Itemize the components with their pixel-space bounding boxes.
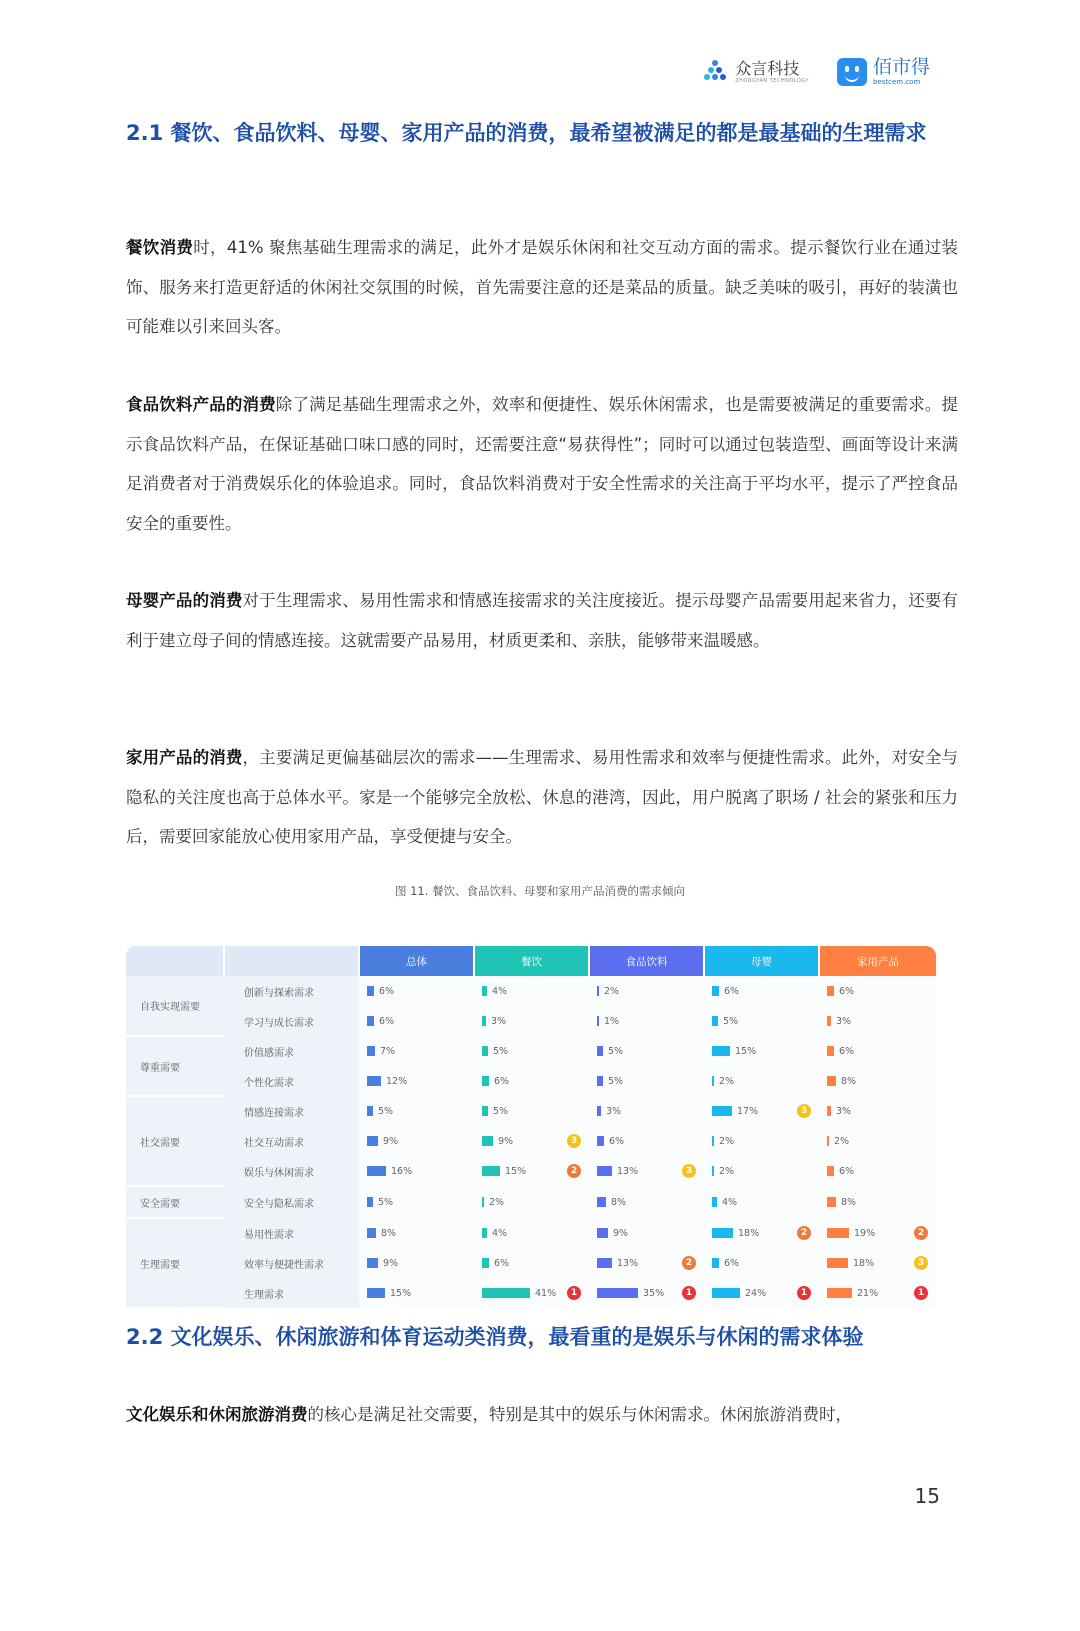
value-label: 5% [723,1015,739,1027]
value-cell [359,1218,474,1248]
value-bar [712,1197,717,1207]
value-label: 5% [378,1105,394,1117]
value-bar [827,1197,836,1207]
zhongyan-name: 众言科技 [735,58,800,78]
value-label: 5% [493,1105,509,1117]
value-bar [597,1228,608,1238]
need-item-label: 社交互动需求 [224,1126,359,1156]
value-bar [712,1046,730,1056]
value-label: 5% [608,1045,624,1057]
value-cell [474,976,589,1006]
value-cell [589,1006,704,1036]
value-bar [482,1106,488,1116]
value-label: 8% [841,1196,857,1208]
value-bar [827,1046,834,1056]
value-label: 4% [722,1196,738,1208]
paragraph-food-beverage [126,385,958,543]
value-bar [712,1076,714,1086]
paragraph-lead: 母婴产品的消费 [126,591,243,610]
value-cell [704,1096,819,1126]
value-label: 4% [492,1227,508,1239]
value-cell [819,1006,936,1036]
value-bar [367,1046,375,1056]
value-label: 9% [613,1227,629,1239]
value-label: 24% [745,1287,767,1299]
need-item-label: 生理需求 [224,1278,359,1308]
value-cell [359,1248,474,1278]
value-cell [359,1156,474,1186]
value-cell [359,1006,474,1036]
value-label: 15% [735,1045,757,1057]
value-bar [712,1288,740,1298]
value-cell [474,1006,589,1036]
value-bar [827,1166,834,1176]
value-bar [367,1228,376,1238]
header-blank [224,946,359,976]
value-label: 3% [491,1015,507,1027]
value-bar [367,1166,386,1176]
value-cell [474,1156,589,1186]
value-cell [474,1066,589,1096]
value-bar [827,1228,849,1238]
value-cell [704,1126,819,1156]
value-cell [359,1186,474,1218]
value-cell [704,1156,819,1186]
value-bar [597,1197,606,1207]
value-bar [827,1016,831,1026]
column-header: 母婴 [704,946,819,976]
value-bar [827,1076,836,1086]
table-body [126,976,936,1308]
value-bar [827,1258,848,1268]
need-group-label: 自我实现需要 [126,976,224,1036]
need-group-label: 生理需要 [126,1218,224,1308]
value-bar [482,1076,489,1086]
paragraph-catering [126,228,958,347]
value-cell [359,1096,474,1126]
rank-badge: 3 [797,1104,811,1118]
value-label: 9% [383,1135,399,1147]
value-bar [597,1106,601,1116]
value-label: 15% [505,1165,527,1177]
value-bar [597,1136,604,1146]
value-label: 1% [604,1015,620,1027]
paragraph-lead: 餐饮消费 [126,238,194,257]
value-label: 18% [738,1227,760,1239]
paragraph-body: 除了满足基础生理需求之外，效率和便捷性、娱乐休闲需求，也是需要被满足的重要需求。提示食品饮料产品，在保证基础口味口感的同时，还需要注意“易获得性”；同时可以通过包装造型、画面等设计来满足消费者对于消费娱乐化的体验追求。同时，食品饮料消费对于安全性需求的关注高于平均水平，提示了严控食品安全的重要性。 [126,395,959,533]
value-cell [704,1186,819,1218]
value-cell [359,1036,474,1066]
value-bar [597,1288,638,1298]
rank-badge: 2 [682,1256,696,1270]
value-label: 9% [498,1135,514,1147]
value-bar [367,1197,373,1207]
value-cell [704,976,819,1006]
value-bar [712,1258,719,1268]
need-group-label: 社交需要 [126,1096,224,1186]
value-cell [474,1186,589,1218]
value-bar [827,1136,829,1146]
table-header-row [126,946,936,976]
needs-table [126,946,936,1309]
table-row [126,1006,936,1036]
value-bar [367,1076,381,1086]
need-item-label: 情感连接需求 [224,1096,359,1126]
value-cell [359,1066,474,1096]
value-cell [589,1036,704,1066]
need-item-label: 学习与成长需求 [224,1006,359,1036]
value-label: 12% [386,1075,408,1087]
rank-badge: 2 [914,1226,928,1240]
value-label: 9% [383,1257,399,1269]
value-label: 19% [854,1227,876,1239]
value-cell [474,1126,589,1156]
value-label: 5% [378,1196,394,1208]
value-cell [704,1278,819,1308]
value-label: 13% [617,1165,639,1177]
value-label: 6% [839,1165,855,1177]
bestcem-name: 佰市得 [872,56,930,78]
value-bar [482,1136,493,1146]
value-bar [482,1166,500,1176]
value-cell [819,1248,936,1278]
rank-badge: 1 [567,1286,581,1300]
rank-badge: 2 [567,1164,581,1178]
column-header: 家用产品 [819,946,936,976]
rank-badge: 2 [797,1226,811,1240]
need-item-label: 安全与隐私需求 [224,1186,359,1218]
value-label: 6% [724,985,740,997]
value-cell [704,1218,819,1248]
need-group-label: 安全需要 [126,1186,224,1218]
value-cell [359,1278,474,1308]
value-label: 6% [494,1257,510,1269]
value-bar [712,1016,718,1026]
value-cell [819,1126,936,1156]
value-bar [367,1106,373,1116]
value-cell [704,1006,819,1036]
section-heading-2-1: 2.1 餐饮、食品饮料、母婴、家用产品的消费，最希望被满足的都是最基础的生理需求 [126,121,927,145]
value-cell [589,976,704,1006]
value-label: 8% [611,1196,627,1208]
value-cell [704,1248,819,1278]
figure-caption: 图 11. 餐饮、食品饮料、母婴和家用产品消费的需求倾向 [394,884,686,898]
zhongyan-logo [701,60,809,84]
value-cell [589,1096,704,1126]
value-label: 2% [489,1196,505,1208]
need-item-label: 个性化需求 [224,1066,359,1096]
value-cell [819,1036,936,1066]
value-bar [482,1046,488,1056]
table-row [126,1156,936,1186]
value-bar [367,1288,385,1298]
table-row [126,1036,936,1066]
value-cell [819,1066,936,1096]
value-bar [712,1228,733,1238]
value-label: 16% [391,1165,413,1177]
value-bar [367,1258,378,1268]
value-cell [589,1186,704,1218]
value-label: 18% [853,1257,875,1269]
paragraph-body: 对于生理需求、易用性需求和情感连接需求的关注度接近。提示母婴产品需要用起来省力，还要有利于建立母子间的情感连接。这就需要产品易用，材质更柔和、亲肤，能够带来温暖感。 [126,591,958,650]
value-label: 2% [719,1165,735,1177]
value-label: 6% [724,1257,740,1269]
bestcem-logo [837,58,930,86]
value-bar [367,986,374,996]
value-bar [482,986,487,996]
value-label: 15% [390,1287,412,1299]
value-bar [712,986,719,996]
rank-badge: 1 [797,1286,811,1300]
value-label: 6% [609,1135,625,1147]
value-cell [819,1156,936,1186]
rank-badge: 3 [567,1134,581,1148]
value-label: 2% [719,1075,735,1087]
value-bar [712,1106,732,1116]
value-cell [359,1126,474,1156]
value-cell [589,1248,704,1278]
paragraph-body: 时，41% 聚焦基础生理需求的满足，此外才是娱乐休闲和社交互动方面的需求。提示餐饮行业在通过装饰、服务来打造更舒适的休闲社交氛围的时候，首先需要注意的还是菜品的质量。缺乏美味的吸引，再好的装潢也可能难以引来回头客。 [126,238,959,336]
paragraph-lead: 食品饮料产品的消费 [126,395,276,414]
value-label: 17% [737,1105,759,1117]
paragraph-lead: 文化娱乐和休闲旅游消费 [126,1405,308,1424]
paragraph-household [126,738,958,857]
value-cell [589,1156,704,1186]
value-bar [827,1106,831,1116]
value-bar [482,1197,484,1207]
need-item-label: 创新与探索需求 [224,976,359,1006]
value-cell [589,1066,704,1096]
value-label: 3% [606,1105,622,1117]
value-cell [704,1066,819,1096]
value-bar [367,1016,374,1026]
value-label: 6% [839,985,855,997]
value-cell [474,1248,589,1278]
value-label: 2% [719,1135,735,1147]
value-label: 5% [493,1045,509,1057]
value-label: 6% [379,1015,395,1027]
value-bar [597,1076,603,1086]
value-bar [827,986,834,996]
value-label: 13% [617,1257,639,1269]
value-bar [597,1046,603,1056]
value-label: 6% [494,1075,510,1087]
value-label: 4% [492,985,508,997]
value-label: 5% [608,1075,624,1087]
zhongyan-sub: ZHONGYAN TECHNOLOGY [735,77,809,84]
value-label: 3% [836,1105,852,1117]
table-row [126,1278,936,1308]
rank-badge: 3 [682,1164,696,1178]
table-row [126,976,936,1006]
value-cell [819,1096,936,1126]
header-logos [701,58,930,86]
need-group-label: 尊重需要 [126,1036,224,1096]
value-bar [597,1016,599,1026]
value-cell [704,1036,819,1066]
value-label: 8% [841,1075,857,1087]
value-bar [367,1136,378,1146]
value-label: 21% [857,1287,879,1299]
value-cell [474,1278,589,1308]
need-item-label: 娱乐与休闲需求 [224,1156,359,1186]
column-header: 总体 [359,946,474,976]
value-label: 41% [535,1287,557,1299]
table-row [126,1218,936,1248]
value-cell [359,976,474,1006]
table-row [126,1248,936,1278]
paragraph-maternal-baby [126,581,958,660]
rank-badge: 1 [682,1286,696,1300]
paragraph-body: ，主要满足更偏基础层次的需求——生理需求、易用性需求和效率与便捷性需求。此外，对安全与隐私的关注度也高于总体水平。家是一个能够完全放松、休息的港湾，因此，用户脱离了职场 / 社会的紧张和压力后，需要回家能放心使用家用产品，享受便捷与安全。 [126,748,959,846]
rank-badge: 3 [914,1256,928,1270]
table-row [126,1066,936,1096]
table-row [126,1126,936,1156]
value-cell [819,1278,936,1308]
value-cell [589,1278,704,1308]
section-heading-2-2: 2.2 文化娱乐、休闲旅游和体育运动类消费，最看重的是娱乐与休闲的需求体验 [126,1325,864,1349]
header-blank [126,946,224,976]
bestcem-sub: bestcem.com [872,78,921,86]
value-bar [482,1228,487,1238]
paragraph-culture-leisure [126,1395,958,1435]
value-bar [712,1166,714,1176]
column-header: 食品饮料 [589,946,704,976]
value-cell [819,1218,936,1248]
table-row [126,1186,936,1218]
value-cell [474,1036,589,1066]
value-label: 35% [643,1287,665,1299]
value-cell [819,1186,936,1218]
value-bar [597,1166,612,1176]
value-cell [589,1218,704,1248]
zhongyan-mark-icon [701,60,729,84]
value-cell [474,1096,589,1126]
bestcem-smile-icon [837,58,867,86]
value-cell [589,1126,704,1156]
value-bar [712,1136,714,1146]
value-bar [597,1258,612,1268]
value-bar [597,986,599,996]
value-bar [827,1288,852,1298]
need-item-label: 效率与便捷性需求 [224,1248,359,1278]
rank-badge: 1 [914,1286,928,1300]
value-cell [819,976,936,1006]
value-label: 8% [381,1227,397,1239]
value-cell [474,1218,589,1248]
value-bar [482,1288,530,1298]
value-bar [482,1016,486,1026]
table-row [126,1096,936,1126]
value-label: 2% [834,1135,850,1147]
value-label: 6% [839,1045,855,1057]
paragraph-body: 的核心是满足社交需要，特别是其中的娱乐与休闲需求。休闲旅游消费时， [307,1405,852,1424]
value-bar [482,1258,489,1268]
paragraph-lead: 家用产品的消费 [126,748,243,767]
page-number: 15 [914,1484,940,1508]
column-header: 餐饮 [474,946,589,976]
value-label: 2% [604,985,620,997]
value-label: 7% [380,1045,396,1057]
value-label: 3% [836,1015,852,1027]
need-item-label: 价值感需求 [224,1036,359,1066]
value-label: 6% [379,985,395,997]
need-item-label: 易用性需求 [224,1218,359,1248]
